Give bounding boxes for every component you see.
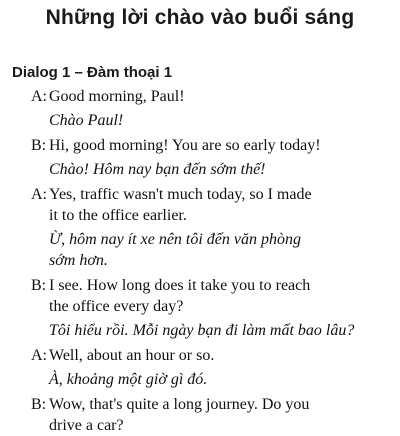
dialog-turn: [0, 394, 400, 436]
speaker-label: A:: [31, 186, 47, 203]
english-line: Yes, traffic wasn't much today, so I made: [49, 186, 312, 203]
speaker-label: A:: [31, 347, 47, 364]
dialog-turn: [0, 86, 400, 131]
section-heading: Dialog 1 – Đàm thoại 1: [12, 64, 173, 81]
english-line: Good morning, Paul!: [49, 88, 185, 105]
dialog: [0, 86, 400, 436]
speaker-label: B:: [31, 396, 47, 413]
english-line: the office every day?: [49, 298, 184, 315]
vietnamese-line: Chào! Hôm nay bạn đến sớm thế!: [49, 161, 266, 178]
vietnamese-line: Ừ, hôm nay ít xe nên tôi đến văn phòng: [49, 231, 302, 248]
speaker-label: B:: [31, 137, 47, 154]
vietnamese-line: Tôi hiểu rồi. Mỗi ngày bạn đi làm mất bao lâu?: [49, 322, 355, 339]
english-line: Hi, good morning! You are so early today!: [49, 137, 321, 154]
english-line: Well, about an hour or so.: [49, 347, 215, 364]
dialog-turn: [0, 345, 400, 390]
english-line: it to the office earlier.: [49, 207, 187, 224]
english-line: drive a car?: [49, 417, 124, 434]
english-line: Wow, that's quite a long journey. Do you: [49, 396, 310, 413]
vietnamese-line: À, khoảng một giờ gì đó.: [49, 371, 208, 388]
vietnamese-line: sớm hơn.: [49, 252, 108, 269]
english-line: I see. How long does it take you to reach: [49, 277, 311, 294]
dialog-turn: [0, 275, 400, 341]
speaker-label: B:: [31, 277, 47, 294]
page-title: Những lời chào vào buổi sáng: [45, 6, 355, 29]
vietnamese-line: Chào Paul!: [49, 112, 124, 129]
dialog-turn: [0, 135, 400, 180]
dialog-turn: [0, 184, 400, 271]
speaker-label: A:: [31, 88, 47, 105]
